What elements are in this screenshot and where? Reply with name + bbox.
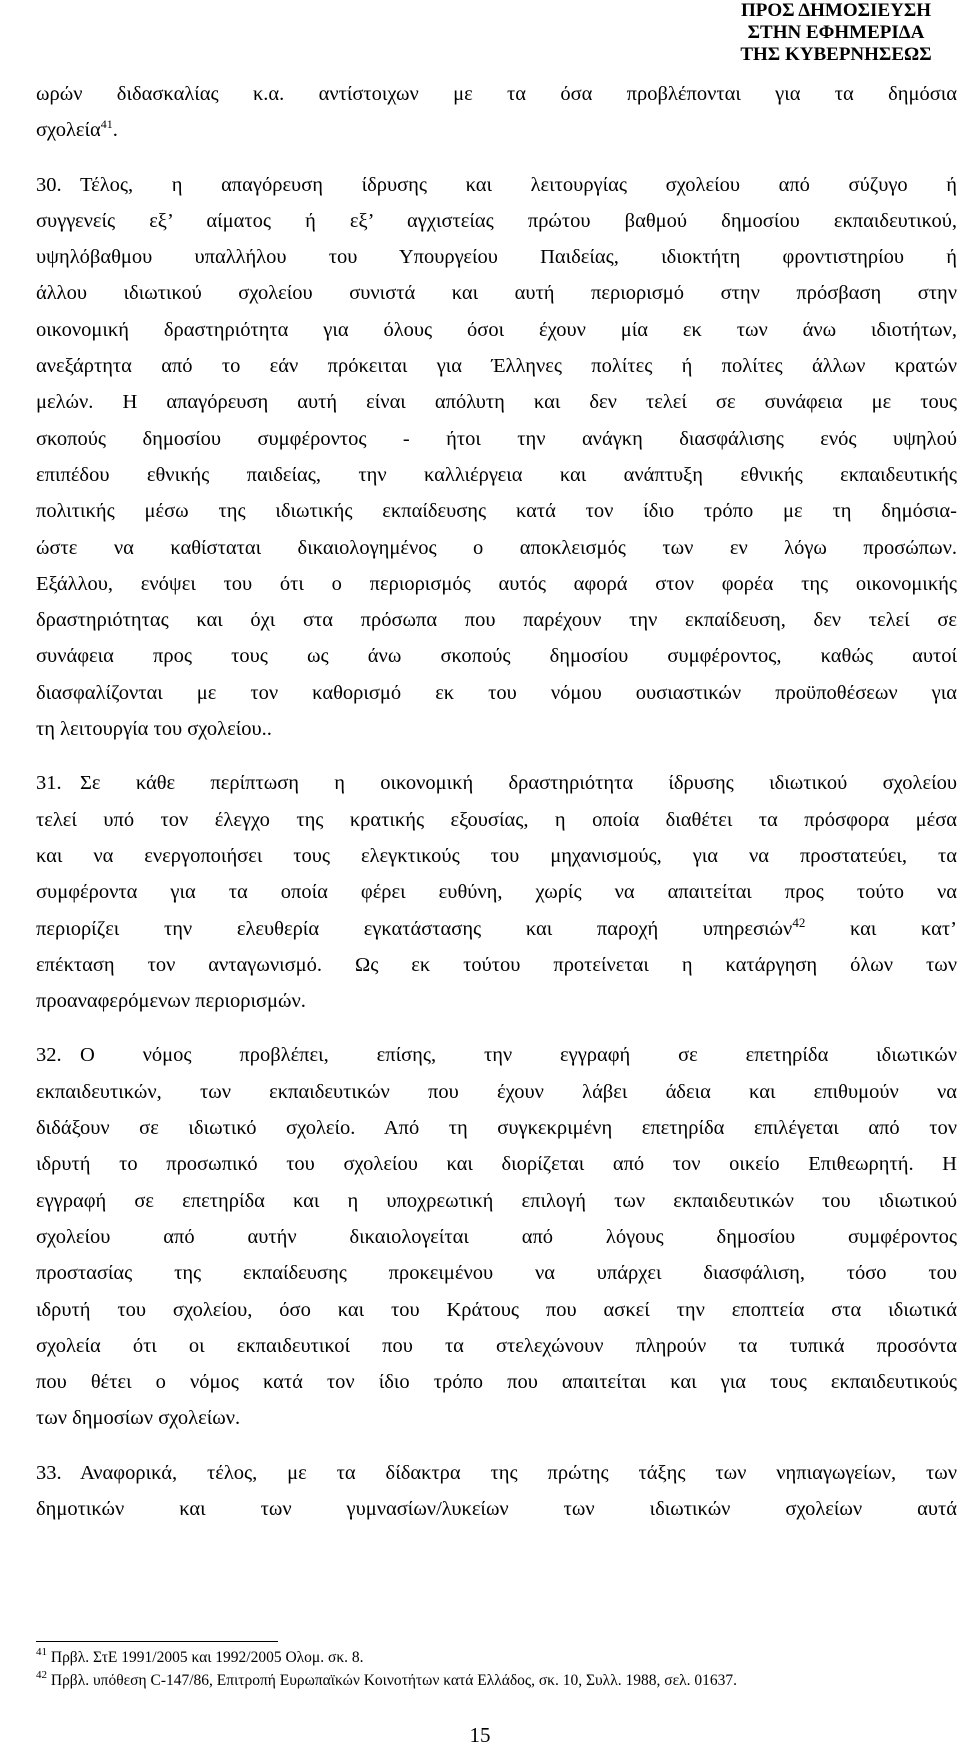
- intro-text: σχολεία: [36, 119, 101, 142]
- paragraph-line: επιπέδου εθνικής παιδείας, την καλλιέργεια και ανάπτυξη εθνικής εκπαιδευτικής: [36, 463, 957, 486]
- footnote-divider: [36, 1641, 278, 1642]
- paragraph-line: συμφέροντα για τα οποία φέρει ευθύνη, χωρίς να απαιτείται προς τούτο να: [36, 881, 957, 904]
- paragraph-line: προστασίας της εκπαίδευσης προκειμένου να υπάρχει διασφάλιση, τόσο του: [36, 1262, 957, 1285]
- paragraph-line: των δημοσίων σχολείων.: [36, 1407, 241, 1430]
- paragraph-line: εγγραφή σε επετηρίδα και η υποχρεωτική επιλογή των εκπαιδευτικών του ιδιωτικού: [36, 1189, 957, 1212]
- paragraph-line: μελών. Η απαγόρευση αυτή είναι απόλυτη και δεν τελεί σε συνάφεια με τους: [36, 391, 957, 414]
- paragraph-line: ιδρυτή του σχολείου, όσο και του Κράτους που ασκεί την εποπτεία στα ιδιωτικά: [36, 1298, 957, 1321]
- footnote-text: Πρβλ. υπόθεση C-147/86, Επιτροπή Ευρωπαϊκών Κοινοτήτων κατά Ελλάδος, σκ. 10, Συλλ. 1988, σελ. 01637.: [50, 1672, 737, 1689]
- intro-line-1: ωρών διδασκαλίας κ.α. αντίστοιχων με τα όσα προβλέπονται για τα δημόσια: [36, 83, 957, 105]
- paragraph-line: υψηλόβαθμου υπαλλήλου του Υπουργείου Παιδείας, ιδιοκτήτη φροντιστηρίου ή: [36, 246, 957, 269]
- footnote-mark: 41: [36, 1646, 47, 1658]
- paragraph-line: άλλου ιδιωτικού σχολείου συνιστά και αυτή περιορισμό στην πρόσβαση στην: [36, 282, 957, 305]
- intro-line-2: [36, 112, 957, 148]
- paragraph-32: [36, 1037, 957, 1436]
- paragraph-line: οικονομική δραστηριότητα για όλους όσοι έχουν μία εκ των άνω ιδιοτήτων,: [36, 318, 957, 341]
- paragraph-number: 33.: [36, 1461, 62, 1484]
- paragraph-line: σχολεία ότι οι εκπαιδευτικοί που τα στελεχώνουν πληρούν τα τυπικά προσόντα: [36, 1334, 957, 1357]
- paragraph-line: σκοπούς δημοσίου συμφέροντος - ήτοι την ανάγκη διασφάλισης ενός υψηλού: [36, 427, 957, 450]
- paragraph-30: [36, 167, 957, 748]
- paragraph-line: εκπαιδευτικών, των εκπαιδευτικών που έχουν λάβει άδεια και επιθυμούν να: [36, 1080, 957, 1103]
- paragraph-line: 31. Σε κάθε περίπτωση η οικονομική δραστηριότητα ίδρυσης ιδιωτικού σχολείου: [36, 765, 957, 801]
- footnote-ref-41[interactable]: 41: [100, 117, 113, 132]
- paragraph-33: [36, 1455, 957, 1528]
- paragraph-number: 32.: [36, 1044, 62, 1067]
- paragraph-line: περιορίζει την ελευθερία εγκατάστασης και παροχή υπηρεσιών$^{42}$ και κατ’: [36, 914, 957, 940]
- footnote-text: Πρβλ. ΣτΕ 1991/2005 και 1992/2005 Ολομ. σκ. 8.: [50, 1649, 364, 1666]
- footnote-41: [36, 1646, 951, 1669]
- paragraph-line: Εξάλλου, ενόψει του ότι ο περιορισμός αυτός αφορά στον φορέα της οικονομικής: [36, 572, 957, 595]
- paragraph-line: προαναφερόμενων περιορισμών.: [36, 990, 306, 1013]
- paragraph-line: 30. Τέλος, η απαγόρευση ίδρυσης και λειτουργίας σχολείου από σύζυγο ή: [36, 167, 957, 203]
- paragraph-line: συγγενείς εξ’ αίματος ή εξ’ αγχιστείας πρώτου βαθμού δημοσίου εκπαιδευτικού,: [36, 209, 957, 232]
- header-line-1: ΠΡΟΣ ΔΗΜΟΣΙΕΥΣΗ: [740, 0, 932, 21]
- paragraph-line: που θέτει ο νόμος κατά τον ίδιο τρόπο που απαιτείται και για τους εκπαιδευτικούς: [36, 1371, 957, 1394]
- paragraph-number: 30.: [36, 173, 62, 196]
- intro-end: .: [112, 119, 118, 142]
- paragraph-line: τελεί υπό τον έλεγχο της κρατικής εξουσίας, η οποία διαθέτει τα πρόσφορα μέσα: [36, 808, 957, 831]
- paragraph-line: τη λειτουργία του σχολείου..: [36, 718, 272, 741]
- paragraph-line: ιδρυτή το προσωπικό του σχολείου και διορίζεται από τον οικείο Επιθεωρητή. Η: [36, 1153, 957, 1176]
- footnote-ref-42[interactable]: 42: [792, 914, 806, 930]
- paragraph-line: διδάξουν σε ιδιωτικό σχολείο. Από τη συγκεκριμένη επετηρίδα επιλέγεται από τον: [36, 1117, 957, 1140]
- paragraph-line: και να ενεργοποιήσει τους ελεγκτικούς του μηχανισμούς, για να προστατεύει, τα: [36, 844, 957, 867]
- paragraph-number: 31.: [36, 772, 62, 795]
- paragraph-line: δραστηριότητας και όχι στα πρόσωπα που παρέχουν την εκπαίδευση, δεν τελεί σε: [36, 609, 957, 632]
- footnote-mark: 42: [36, 1669, 47, 1681]
- paragraph-line: ανεξάρτητα από το εάν πρόκειται για Έλληνες πολίτες ή πολίτες άλλων κρατών: [36, 355, 957, 378]
- header-line-2: ΣΤΗΝ ΕΦΗΜΕΡΙΔΑ: [747, 22, 925, 43]
- document-body: [36, 76, 957, 1527]
- paragraph-line: ώστε να καθίσταται δικαιολογημένος ο αποκλεισμός των εν λόγω προσώπων.: [36, 536, 957, 559]
- paragraph-line: διασφαλίζονται με τον καθορισμό εκ του νόμου ουσιαστικών προϋποθέσεων για: [36, 681, 957, 704]
- paragraph-31: [36, 765, 957, 1019]
- paragraph-line: 32. Ο νόμος προβλέπει, επίσης, την εγγραφή σε επετηρίδα ιδιωτικών: [36, 1037, 957, 1073]
- paragraph-line: επέκταση τον ανταγωνισμό. Ως εκ τούτου προτείνεται η κατάργηση όλων των: [36, 953, 957, 976]
- paragraph-line: συνάφεια προς τους ως άνω σκοπούς δημοσίου συμφέροντος, καθώς αυτοί: [36, 645, 957, 668]
- header-line-3: ΤΗΣ ΚΥΒΕΡΝΗΣΕΩΣ: [740, 44, 932, 65]
- publication-header: [736, 0, 936, 66]
- page-number: 15: [469, 1723, 491, 1747]
- footnote-42: [36, 1669, 951, 1692]
- paragraph-line: δημοτικών και των γυμνασίων/λυκείων των ιδιωτικών σχολείων αυτά: [36, 1497, 957, 1520]
- paragraph-line: 33. Αναφορικά, τέλος, με τα δίδακτρα της πρώτης τάξης των νηπιαγωγείων, των: [36, 1455, 957, 1491]
- paragraph-line: σχολείου από αυτήν δικαιολογείται από λόγους δημοσίου συμφέροντος: [36, 1225, 957, 1248]
- paragraph-line: πολιτικής μέσω της ιδιωτικής εκπαίδευσης κατά τον ίδιο τρόπο με τη δημόσια-: [36, 500, 957, 523]
- footnotes: [36, 1646, 951, 1692]
